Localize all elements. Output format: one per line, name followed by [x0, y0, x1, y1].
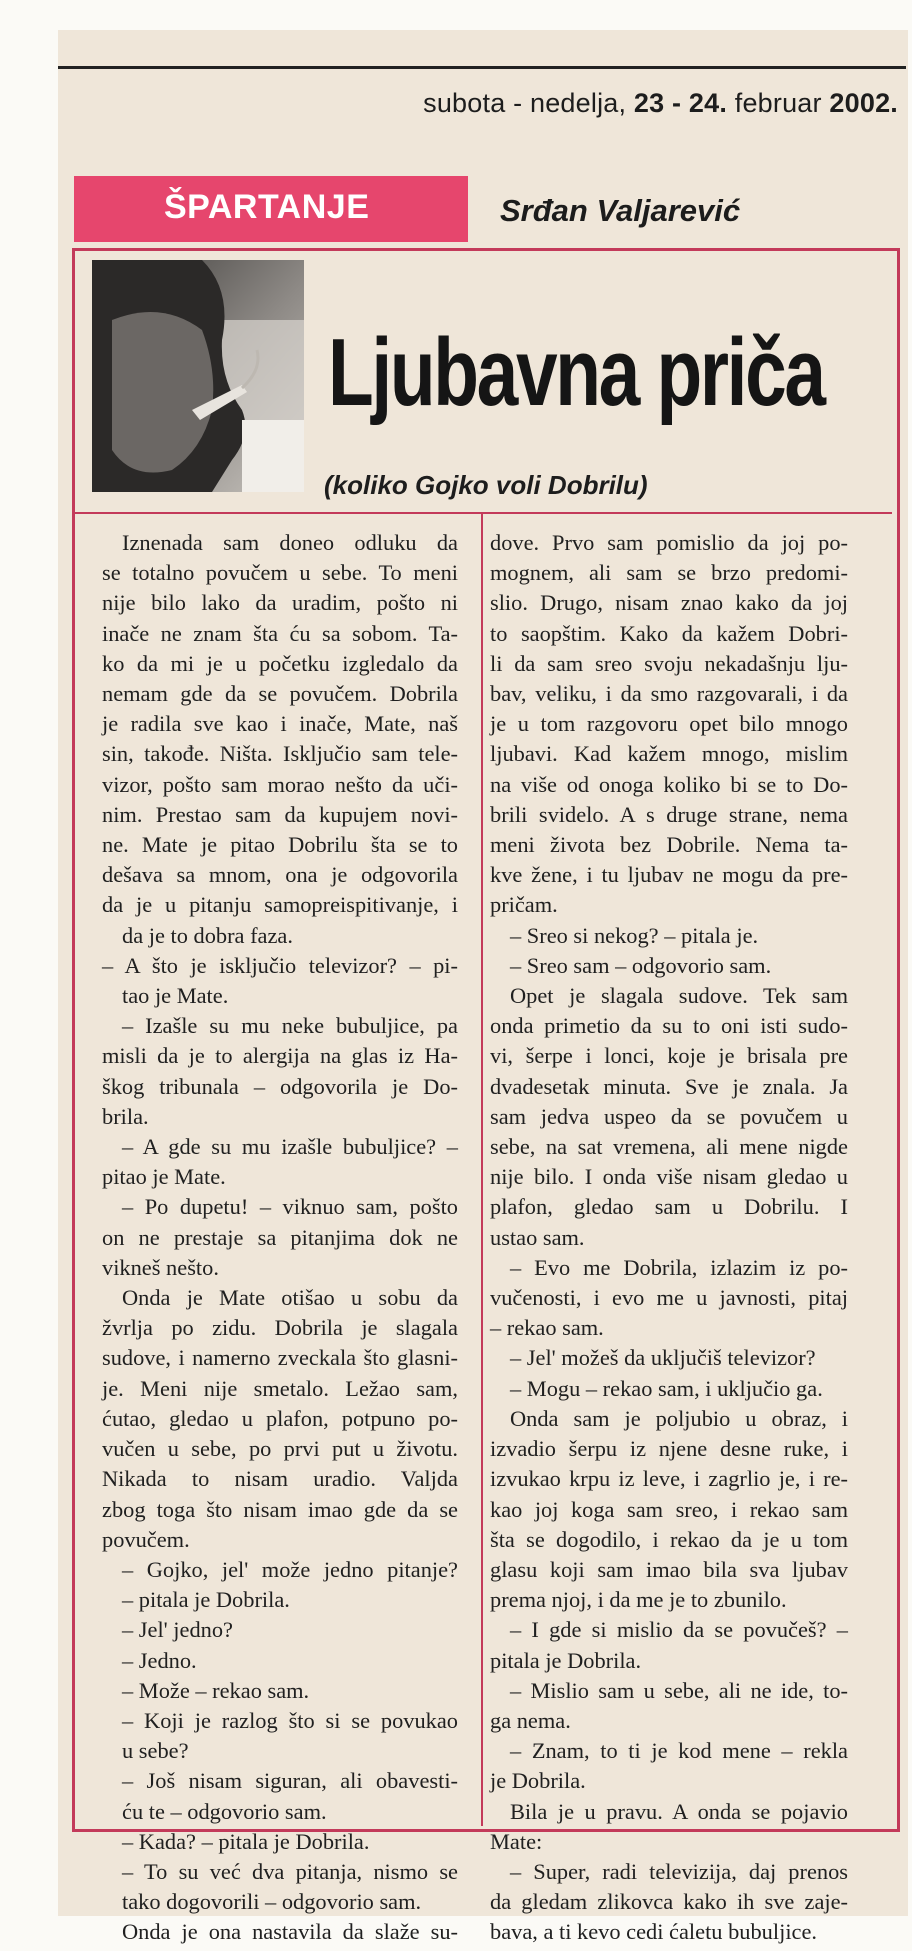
text-line: ne. Mate je pitao Dobrilu šta se to [102, 832, 458, 858]
text-line: – Kada? – pitala je Dobrila. [122, 1828, 370, 1854]
text-line: je radila sve kao i inače, Mate, naš [102, 711, 458, 737]
text-line: izvukao krpu iz leve, i zagrlio je, i re- [490, 1466, 848, 1492]
date-days: 23 - 24. [633, 88, 728, 118]
text-line: – Evo me Dobrila, izlazim iz po- [510, 1254, 848, 1280]
text-line: da je to dobra faza. [122, 922, 293, 948]
text-line: – I gde si mislio da se povučeš? – [510, 1617, 848, 1643]
text-line: tako dogovorili – odgovorio sam. [122, 1889, 422, 1915]
text-line: žvrlja po zidu. Dobrila je slagala [102, 1315, 458, 1341]
text-line: bav, veliku, i da smo razgovarali, i da [490, 681, 848, 707]
text-line: ću te – odgovorio sam. [122, 1798, 327, 1824]
date-month: februar [734, 88, 822, 118]
text-line: da je u pitanju samopreispitivanje, i [102, 892, 458, 918]
text-line: Bila je u pravu. A onda se pojavio [510, 1798, 848, 1824]
portrait-image [92, 260, 304, 492]
text-line: Iznenada sam doneo odluku da [122, 530, 458, 555]
text-line: pitala je Dobrila. [490, 1647, 642, 1673]
text-line: vučen u sebe, po prvi put u životu. [102, 1436, 458, 1462]
text-line: Opet je slagala sudove. Tek sam [510, 983, 848, 1009]
issue-date [423, 88, 898, 119]
text-line: to saopštim. Kako da kažem Dobri- [490, 620, 848, 646]
text-line: nim. Prestao sam da kupujem novi- [102, 801, 458, 827]
text-line: – Mogu – rekao sam, i uključio ga. [510, 1375, 823, 1401]
text-line: – A gde su mu izašle bubuljice? – [122, 1134, 458, 1160]
text-line: Onda sam je poljubio u obraz, i [510, 1405, 848, 1431]
text-line: brili svidelo. A s druge strane, nema [490, 801, 848, 827]
text-line: – pitala je Dobrila. [122, 1587, 290, 1613]
text-line: Onda je Mate otišao u sobu da [122, 1285, 458, 1311]
text-line: – Po dupetu! – viknuo sam, pošto [122, 1194, 458, 1220]
text-line: – rekao sam. [490, 1315, 604, 1341]
text-line: u sebe? [122, 1738, 189, 1764]
text-line: pričam. [490, 892, 558, 918]
text-line: ljubavi. Kad kažem mnogo, mislim [490, 741, 848, 767]
text-line: ustao sam. [490, 1224, 585, 1250]
text-line: – A što je isključio televizor? – pi- [102, 952, 458, 978]
text-line: nije bilo. I onda više nisam gledao u [490, 1164, 848, 1190]
text-line: onda primetio da su to oni isti sudo- [490, 1013, 848, 1039]
article-headline: Ljubavna priča [328, 319, 824, 426]
rubric-label: ŠPARTANJE [164, 188, 370, 226]
text-line: škog tribunala – odgovorila je Do- [102, 1073, 458, 1099]
text-line: tao je Mate. [122, 983, 229, 1009]
date-year: 2002. [829, 88, 898, 118]
text-line: – Sreo sam – odgovorio sam. [510, 952, 772, 978]
text-line: dešava sa mnom, ona je odgovorila [102, 862, 458, 888]
headline-rule [74, 512, 892, 514]
text-line: povučem. [102, 1526, 190, 1552]
text-line: – Može – rekao sam. [122, 1677, 310, 1703]
text-line: – Jedno. [122, 1647, 197, 1673]
text-line: Nikada to nisam uradio. Valjda [102, 1466, 458, 1492]
text-line: dvadesetak minuta. Sve je znala. Ja [490, 1073, 848, 1099]
text-line: kao joj koga sam sreo, i rekao sam [490, 1496, 848, 1522]
date-prefix: subota - nedelja, [423, 88, 627, 118]
text-line: – Još nisam siguran, ali obavesti- [122, 1768, 458, 1794]
text-line: sin, takođe. Ništa. Isključio sam tele- [102, 741, 458, 767]
text-line: je u tom razgovoru opet bilo mnogo [490, 711, 848, 737]
column-divider [481, 514, 483, 1826]
text-line: sebe, na sat vremena, ali mene nigde [490, 1134, 848, 1160]
text-line: kve žene, i tu ljubav ne mogu da pre- [490, 862, 848, 888]
text-line: – Jel' možeš da uključiš televizor? [510, 1345, 816, 1371]
text-line: vučenosti, i evo me u javnosti, pitaj [490, 1285, 848, 1311]
text-line: se totalno povučem u sebe. To meni [102, 560, 458, 586]
text-line: – Znam, to ti je kod mene – rekla [510, 1738, 848, 1764]
text-line: nije bilo lako da uradim, pošto ni [102, 590, 458, 616]
text-line: šta se dogodilo, i rekao da je u tom [490, 1526, 848, 1552]
author-photo [92, 260, 304, 492]
text-line: vizor, pošto sam morao nešto da uči- [102, 771, 458, 797]
text-line: – Koji je razlog što si se povukao [122, 1707, 458, 1733]
left-column [102, 528, 458, 1948]
text-line: Mate: [490, 1828, 543, 1854]
text-line: – Izašle su mu neke bubuljice, pa [122, 1013, 458, 1039]
right-column [490, 528, 848, 1948]
text-line: ga nema. [490, 1707, 571, 1733]
text-line: prema njoj, i da me je to zbunilo. [490, 1587, 787, 1613]
text-line: izvadio šerpu iz njene desne ruke, i [490, 1436, 848, 1462]
text-line: – To su već dva pitanja, nismo se [122, 1858, 458, 1884]
header-rule [58, 66, 906, 69]
text-line: misli da je to alergija na glas iz Ha- [102, 1043, 458, 1069]
text-line: sam jedva uspeo da se povučem u [490, 1103, 848, 1129]
text-line: inače ne znam šta ću sa sobom. Ta- [102, 620, 458, 646]
text-line: li da sam sreo svoju nekadašnju lju- [490, 650, 848, 676]
text-line: pitao je Mate. [102, 1164, 226, 1190]
text-line: – Jel' jedno? [122, 1617, 233, 1643]
text-line: na više od onoga koliko bi se to Do- [490, 771, 848, 797]
text-line: nemam gde da se povučem. Dobrila [102, 681, 458, 707]
text-line: ko da mi je u početku izgledalo da [102, 650, 458, 676]
text-line: je Dobrila. [490, 1768, 586, 1794]
text-line: – Super, radi televizija, daj prenos [510, 1858, 848, 1884]
text-line: meni života bez Dobrile. Nema ta- [490, 832, 848, 858]
text-line: ćutao, gledao u plafon, potpuno po- [102, 1405, 458, 1431]
text-line: glasu koji sam imao bila sva ljubav [490, 1556, 848, 1582]
text-line: plafon, gledao sam u Dobrilu. I [490, 1194, 848, 1220]
text-line: Onda je ona nastavila da slaže su- [122, 1919, 458, 1945]
text-line: vi, šerpe i lonci, koje je brisala pre [490, 1043, 848, 1069]
text-line: on ne prestaje sa pitanjima dok ne [102, 1224, 458, 1250]
text-line: bava, a ti kevo cedi ćaletu bubuljice. [490, 1919, 818, 1945]
article-subtitle: (koliko Gojko voli Dobrilu) [324, 470, 648, 500]
text-line: je. Meni nije smetalo. Ležao sam, [102, 1375, 458, 1401]
text-line: – Gojko, jel' može jedno pitanje? [122, 1556, 458, 1582]
text-line: dove. Prvo sam pomislio da joj po- [490, 530, 848, 555]
author-name: Srđan Valjarević [500, 193, 741, 228]
text-line: – Mislio sam u sebe, ali ne ide, to- [510, 1677, 848, 1703]
text-line: zbog toga što nisam imao gde da se [102, 1496, 458, 1522]
text-line: da gledam zlikovca kako ih sve zaje- [490, 1889, 848, 1915]
text-line: slio. Drugo, nisam znao kako da joj [490, 590, 848, 616]
text-line: brila. [102, 1103, 149, 1129]
text-line: mognem, ali sam se brzo predomi- [490, 560, 848, 586]
rubric-banner [74, 176, 468, 242]
text-line: vikneš nešto. [102, 1254, 219, 1280]
text-line: – Sreo si nekog? – pitala je. [510, 922, 759, 948]
text-line: sudove, i namerno zveckala što glasni- [102, 1345, 458, 1371]
